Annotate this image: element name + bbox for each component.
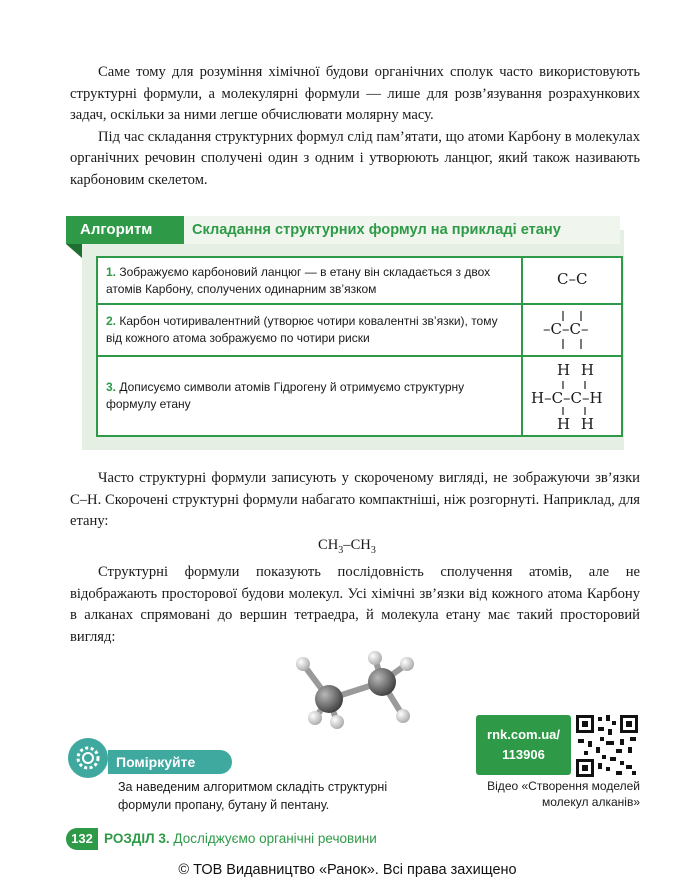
condensed-text [70,468,640,533]
algorithm-tag: Алгоритм [66,216,184,244]
paragraph: Під час складання структурних формул слід пам’ятати, що атоми Карбону в молекулах органічних речовин сполучені один з одним і утворюють ланцюг, який також називають карбоновим скелетом. [70,128,640,188]
copyright: © ТОВ Видавництво «Ранок». Всі права захищено [178,862,517,878]
think-task: За наведеним алгоритмом складіть структурні формули пропану, бутану й пентану. [118,780,388,812]
paragraph: Структурні формули показують послідовність сполучення атомів, але не відображають просторової будови молекул. Усі хімічні зв’язки від кожного атома Карбону в алканах спрямовані до вершин тетраедра, й молекула етану має такий просторовий вигляд: [70,564,640,645]
formula-chain: C–C [521,258,621,303]
page-number: 132 [66,828,98,850]
algorithm-title: Складання структурних формул на прикладі етану [192,222,561,238]
spatial-text [70,562,640,648]
algorithm-step: 2. Карбон чотиривалентний (утворює чотири ковалентні зв’язки), тому від кожного атома зображуємо по чотири риски –C–C– [98,305,621,357]
formula-bonds: –C–C– [521,305,621,355]
condensed-formula: $CH_3-CH_3$ [318,537,376,556]
gear-icon [68,738,108,778]
algorithm-step: 3. Дописуємо символи атомів Гідрогену й отримуємо структурну формулу етану H H H–C–C–H H H [98,357,621,437]
paragraph: Часто структурні формули записують у скороченому вигляді, не зображуючи зв’язки C–H. Скорочені структурні формули набагато компактніші, ніж розгорнуті. Наприклад, для етану: [70,470,640,529]
algorithm-table [96,256,623,437]
section-title: РОЗДІЛ 3. Досліджуємо органічні речовини [104,831,377,846]
think-label: Поміркуйте [108,750,232,774]
video-caption: Відео «Створення моделей молекул алканів» [487,779,640,809]
algorithm-box [66,216,624,450]
ethane-3d-model [287,644,427,734]
algorithm-step: 1. Зображуємо карбоновий ланцюг — в етану він складається з двох атомів Карбону, сполучених одинарним зв’язком C–C [98,258,621,305]
intro-text [70,62,640,191]
formula-ethane: H H H–C–C–H H H [521,357,621,437]
video-link[interactable]: rnk.com.ua/ 113906 [476,715,571,775]
qr-code-icon[interactable] [576,715,638,777]
paragraph: Саме тому для розуміння хімічної будови органічних сполук часто використовують структурні формули, а молекулярні формули — лише для розв’язування розрахункових задач, оскільки за ними легше обчислювати молярну масу. [70,64,640,123]
